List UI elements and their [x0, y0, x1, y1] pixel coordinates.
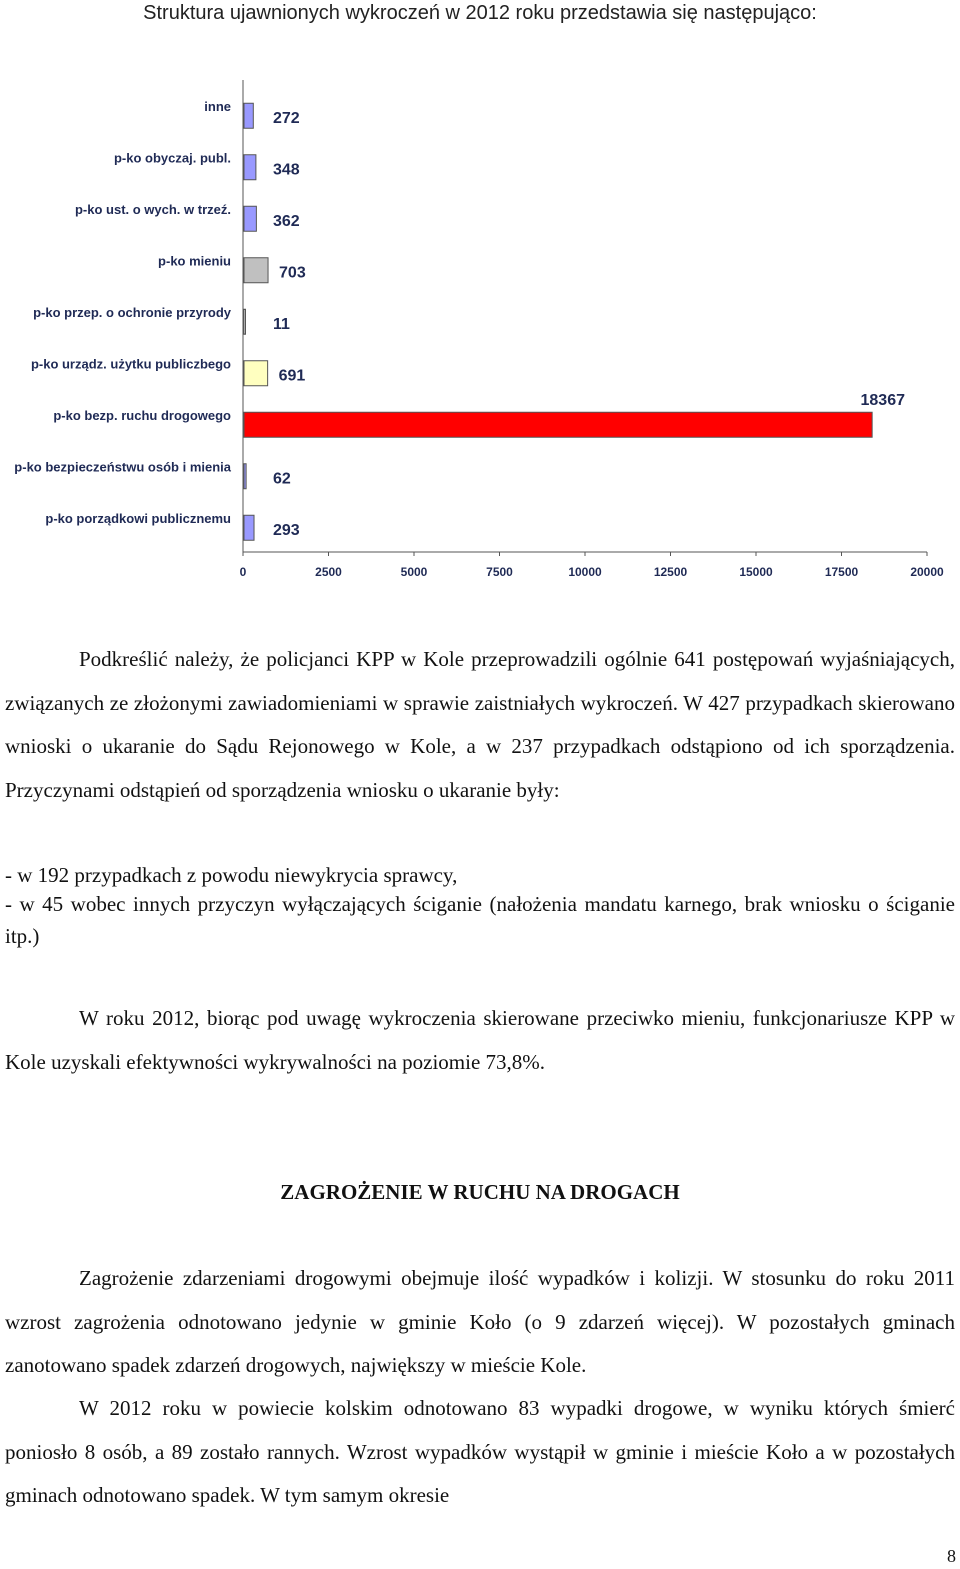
data-label: 691 — [278, 367, 306, 385]
category-label: p-ko obyczaj. publ. — [113, 150, 231, 166]
chart-bar — [244, 309, 246, 334]
data-label: 703 — [279, 264, 306, 282]
category-label: p-ko urządz. użytku publiczbego — [30, 356, 231, 372]
x-tick-label: 17500 — [824, 565, 859, 579]
paragraph-road-threat: Zagrożenie zdarzeniami drogowymi obejmuje ilość wypadków i kolizji. W stosunku do roku 2011 wzrost zagrożenia odnotowano jedynie w gminie Koło (o 9 zdarzeń więcej). W pozostałych gminach zanotowano spadek zdarzeń drogowych, największy w mieście Kole. — [5, 1266, 955, 1377]
category-label: p-ko mieniu — [158, 253, 231, 269]
data-label: 362 — [273, 212, 300, 230]
paragraph-property-detection: W roku 2012, biorąc pod uwagę wykroczenia skierowane przeciwko mieniu, funkcjonariusze KPP w Kole uzyskali efektywności wykrywalności na poziomie 73,8%. — [5, 1006, 955, 1074]
x-tick-label: 7500 — [486, 565, 513, 579]
x-tick-label: 15000 — [739, 565, 773, 579]
data-label: 18367 — [860, 391, 905, 409]
data-label: 293 — [273, 521, 300, 539]
chart-bar — [244, 361, 268, 386]
offenses-bar-chart — [0, 60, 960, 590]
chart-bar — [244, 206, 256, 231]
chart-bar — [244, 103, 253, 128]
chart-bar — [244, 258, 268, 283]
category-label: p-ko bezp. ruchu drogowego — [53, 407, 231, 423]
x-tick-label: 2500 — [315, 565, 342, 579]
data-label: 62 — [273, 470, 291, 488]
category-label: p-ko bezpieczeństwu osób i mienia — [14, 459, 231, 475]
paragraph-proceedings: Podkreślić należy, że policjanci KPP w Kole przeprowadzili ogólnie 641 postępowań wyjaśniających, związanych ze złożonymi zawiadomieniami w sprawie zaistniałych wykroczeń. W 427 przypadkach skierowano wnioski o ukaranie do Sądu Rejonowego w Kole, a w 237 przypadkach odstąpiono od ich sporządzenia. Przyczynami odstąpień od sporządzenia wniosku o ukaranie były: — [5, 647, 955, 802]
x-tick-label: 0 — [239, 565, 247, 579]
data-label: 348 — [273, 161, 300, 179]
page-header: Struktura ujawnionych wykroczeń w 2012 roku przedstawia się następująco: — [143, 2, 817, 24]
x-tick-label: 20000 — [910, 565, 944, 579]
chart-bar — [244, 412, 872, 437]
section-heading: ZAGROŻENIE W RUCHU NA DROGACH — [280, 1180, 680, 1204]
chart-bar — [244, 155, 256, 180]
page-number: 8 — [947, 1546, 956, 1566]
chart-bar — [244, 515, 254, 540]
chart-bar — [244, 464, 246, 489]
category-label: inne — [204, 98, 231, 114]
data-label: 272 — [273, 109, 300, 127]
category-label: p-ko porządkowi publicznemu — [45, 510, 231, 526]
x-tick-label: 10000 — [568, 565, 602, 579]
x-tick-label: 5000 — [400, 565, 428, 579]
list-item-other-reasons: - w 45 wobec innych przyczyn wyłączających ściganie (nałożenia mandatu karnego, brak wniosku o ściganie itp.) — [5, 892, 955, 948]
category-label: p-ko ust. o wych. w trzeź. — [74, 201, 231, 217]
paragraph-accidents: W 2012 roku w powiecie kolskim odnotowano 83 wypadki drogowe, w wyniku których śmierć poniosło 8 osób, a 89 zostało rannych. Wzrost wypadków wystąpił w gminie i mieście Koło a w pozostałych gminach odnotowano spadek. W tym samym okresie — [5, 1396, 955, 1507]
category-label: p-ko przep. o ochronie przyrody — [33, 304, 231, 320]
list-item-unidentified: - w 192 przypadkach z powodu niewykrycia sprawcy, — [5, 863, 458, 887]
x-tick-label: 12500 — [653, 565, 688, 579]
data-label: 11 — [273, 315, 290, 333]
